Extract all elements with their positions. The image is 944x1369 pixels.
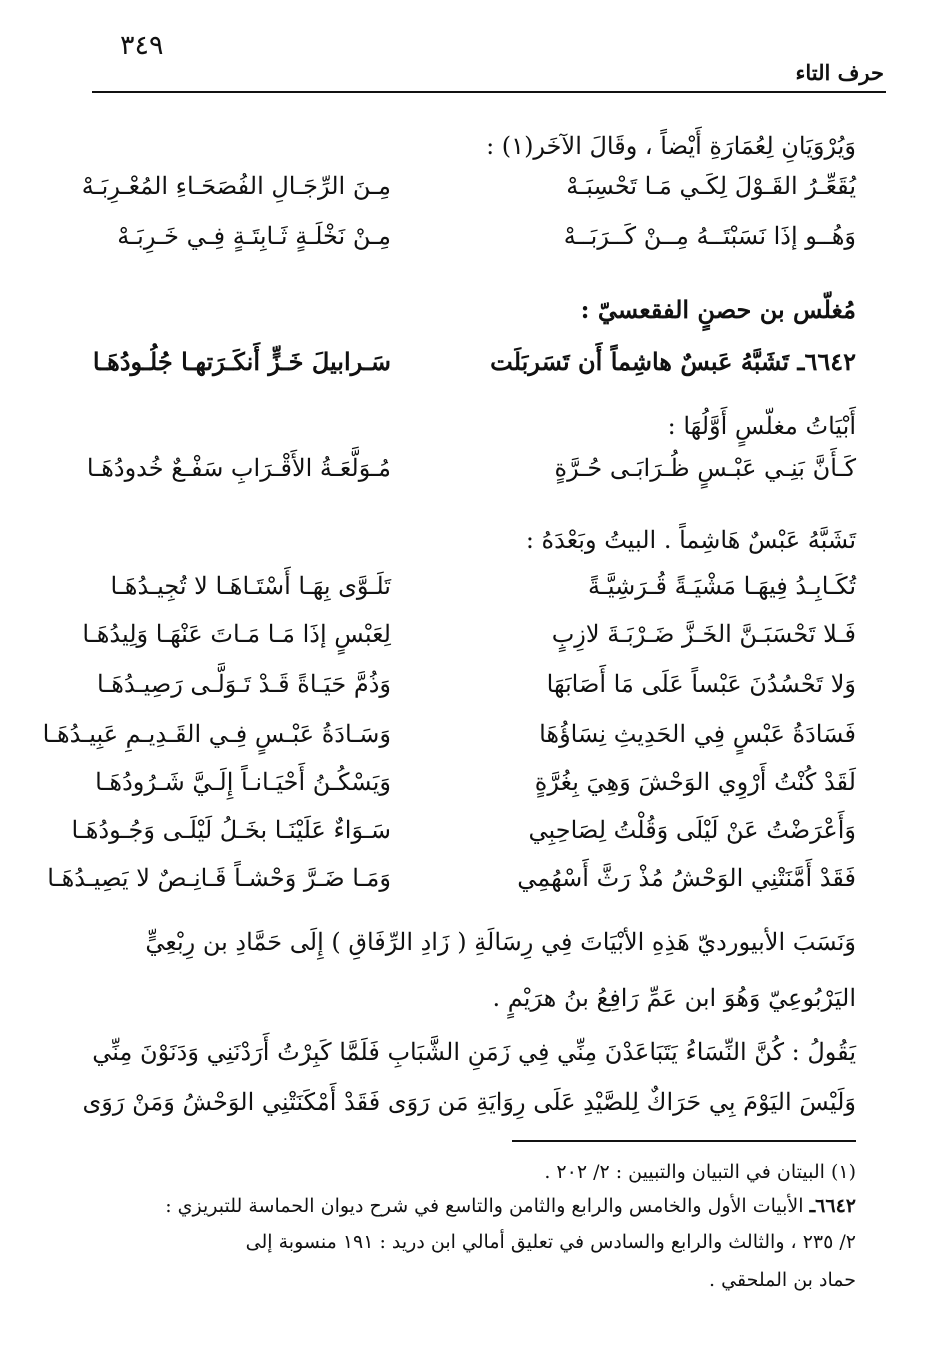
verse-c3 (96, 662, 856, 706)
running-head: حرف التاء (795, 60, 884, 85)
footnote-text: البيتان في التبيان والتبيين : ٢/ ٢٠٢ . (544, 1161, 825, 1183)
footnote-rule (512, 1140, 856, 1142)
hemistich-second: تَلَـوَّى بِهَـا أَسْتَـاهَـا لا تُجِيـدُهَـا (110, 572, 391, 600)
verse-c7 (47, 856, 856, 900)
intro-line: وَيُرْوَيَانِ لِعُمَارَةِ أَيْضاً ، وقَالَ الآخَر(١) : (486, 132, 856, 160)
verse-c1 (110, 564, 856, 608)
prose-line-3: يَقُولُ : كُنَّ النِّسَاءُ يَتَبَاعَدْنَ مِنِّي فِي زَمَنِ الشَّبَابِ فَلَمَّا كَبِرْتُ أَرَدْنَنِي وَدَنَوْنَ مِنِّي (92, 1038, 856, 1066)
header-rule (92, 91, 886, 93)
hemistich-second: مِـنَ الرِّجَـالِ الفُصَحَـاءِ المُعْـرِبَـهْ (81, 172, 391, 200)
main-verse-h1: تَشَبَّهُ عَبسٌ هاشِماً أَن تَسَربَلَت (490, 347, 790, 376)
hemistich-second: وَيَسْكُـنُ أَحْيَـانـاً إِلَـيَّ شَـرُودُهَـا (95, 768, 391, 796)
hemistich-first: كَـأَنَّ بَنِـي عَبْـسٍ ظُـرَابَـى حُـرَّةٍ (554, 454, 856, 482)
footnote-2-line-2: ٢/ ٢٣٥ ، والثالث والرابع والسادس في تعليق أمالي ابن دريد : ١٩١ منسوبة إلى (245, 1231, 856, 1253)
verse-b1 (86, 446, 856, 490)
transition-line: تَشَبَّهُ عَبْسٌ هَاشِماً . البيتُ وبَعْدَهُ : (525, 526, 856, 554)
footnote-2-line-1 (80, 1190, 856, 1222)
prose-line-1: وَنَسَبَ الأبيورديّ هَذِهِ الأبْيَاتَ فِي رِسَالَةِ ( زَادِ الرِّفَاقِ ) إِلَى حَمَّادِ بن رِبْعِيٍّ (145, 928, 856, 956)
verse-a2 (117, 214, 856, 258)
verse-a1 (81, 164, 856, 208)
hemistich-second: سَـوَاءٌ عَلَيْنَـا بخَـلُ لَيْلَـى وَجُـودُهَـا (71, 816, 391, 844)
prose-line-4: وَلَيْسَ اليَوْمَ بِي حَرَاكٌ لِلصَّيْدِ عَلَى رِوَايَةِ مَن رَوَى فَقَدْ أَمْكَنَتْنِي الوَحْشُ وَمَنْ رَوَى (82, 1088, 856, 1116)
hemistich-second: سَـرابيلَ خَـزٍّ أَنكَـرَتهـا جُلُـودُهَـا (92, 347, 391, 376)
footnote-number: ٦٦٤٢ـ (809, 1195, 856, 1217)
hemistich-first: فَقَدْ أَمَّنَتْنِي الوَحْشُ مُذْ رَثَّ أَسْهُمِي (517, 864, 856, 892)
hemistich-first: وَلا تَحْسُدُنَ عَبْساً عَلَى مَا أَصَابَهَا (546, 670, 856, 698)
hemistich-first: تُكَـابِـدُ فِيهَـا مَشْيَـةً قُـرَشِيَّـةً (588, 572, 856, 600)
hemistich-second: مُـوَلَّعَـةُ الأَقْـرَابِ سَفْـعٌ خُدودُهَـا (86, 454, 391, 482)
hemistich-second: وَذُمَّ حَيَـاةً قَـدْ تَـوَلَّـى رَصِيـدُهَـا (96, 670, 391, 698)
hemistich-second: وَمَـا ضَـرَّ وَحْشـاً قَـانِـصٌ لا يَصِيـدُهَـا (47, 864, 391, 892)
poet-heading: مُغلّس بن حصنٍ الفقعسيّ : (580, 295, 856, 324)
verse-c5 (95, 760, 856, 804)
footnote-2-line-3: حماد بن الملحقي . (709, 1269, 856, 1291)
hemistich-first: يُقَعِّـرُ القَـوْلَ لِكَـي مَـا تَحْسِبَـهْ (566, 172, 856, 200)
footnote-1 (80, 1156, 856, 1188)
verse-number: ٦٦٤٢ـ (797, 347, 856, 376)
hemistich-first: فَـلا تَحْسَبَـنَّ الخَـزَّ ضَـرْبَـةَ لازِبٍ (551, 620, 856, 648)
hemistich-second: مِـنْ نَخْلَـةٍ ثَـابِتَـةٍ فِـي خَـرِبَـهْ (117, 222, 391, 250)
verse-c4 (42, 712, 856, 756)
page-number: ٣٤٩ (120, 30, 164, 61)
hemistich-first: فَسَادَةُ عَبْسٍ فِي الحَدِيثِ نِسَاؤُهَا (539, 720, 856, 748)
hemistich-first (490, 340, 856, 384)
hemistich-first: لَقَدْ كُنْتُ أَرْوِي الوَحْشَ وَهِيَ بِغُرَّةٍ (534, 768, 856, 796)
prose-line-2: اليَرْبُوعِيّ وَهُوَ ابن عَمِّ رَافِعُ بنُ هرَيْمٍ . (492, 984, 856, 1012)
hemistich-first: وَهُــو إذَا نَسَبْتَــهُ مِــنْ كَــرَبَــهْ (563, 222, 856, 250)
hemistich-second: لِعَبْسٍ إذَا مَـا مَـاتَ عَنْهَـا وَلِيدُهَـا (82, 620, 391, 648)
hemistich-second: وَسَـادَةُ عَبْـسٍ فِـي القَـدِيـمِ عَبِيـدُهَـا (42, 720, 391, 748)
hemistich-first: وَأَعْرَضْتُ عَنْ لَيْلَى وَقُلْتُ لِصَاحِبِي (528, 816, 856, 844)
verse-c6 (71, 808, 856, 852)
verse-c2 (82, 612, 856, 656)
footnote-text: الأبيات الأول والخامس والرابع والثامن والتاسع في شرح ديوان الحماسة للتبريزي : (165, 1195, 804, 1217)
footnote-marker: (١) (830, 1161, 856, 1183)
main-verse (92, 340, 856, 384)
abyat-heading: أَبْيَاتُ مغلّسٍ أَوَّلُهَا : (667, 412, 856, 440)
